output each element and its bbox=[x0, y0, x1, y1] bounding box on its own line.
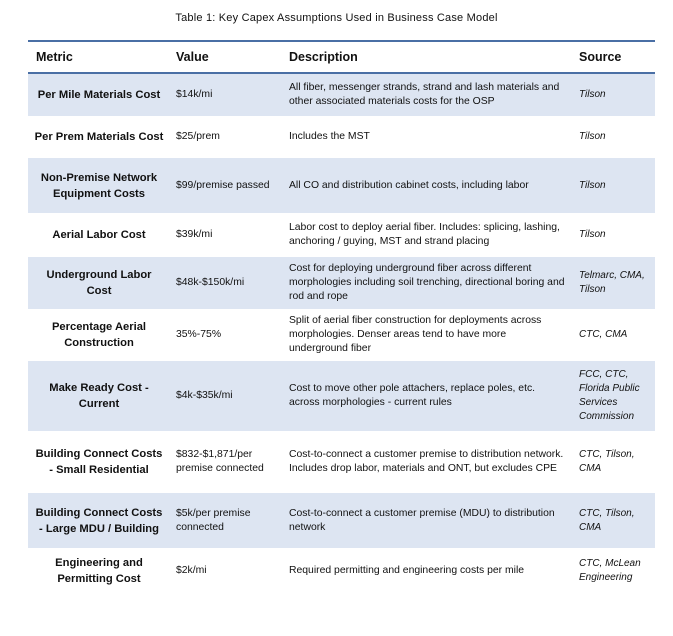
description-cell: All CO and distribution cabinet costs, including labor bbox=[283, 158, 573, 213]
metric-cell: Make Ready Cost - Current bbox=[28, 361, 170, 431]
value-cell: $832-$1,871/per premise connected bbox=[176, 449, 264, 474]
table-caption: Table 1: Key Capex Assumptions Used in Business Case Model bbox=[175, 12, 498, 24]
value-cell: $39k/mi bbox=[176, 229, 213, 240]
source-cell: Tilson bbox=[573, 158, 655, 213]
value-cell: $2k/mi bbox=[176, 565, 207, 576]
description-cell: Includes the MST bbox=[289, 131, 370, 142]
capex-table-container bbox=[28, 40, 655, 594]
value-cell: $48k-$150k/mi bbox=[170, 257, 283, 309]
source-cell: Tilson bbox=[579, 131, 606, 142]
metric-cell: Building Connect Costs - Small Residential bbox=[35, 448, 163, 476]
metric-cell: Percentage Aerial Construction bbox=[51, 321, 147, 349]
table-row bbox=[28, 73, 655, 116]
source-cell: CTC, McLean Engineering bbox=[579, 558, 641, 583]
table-row bbox=[28, 257, 655, 309]
metric-cell: Aerial Labor Cost bbox=[52, 229, 146, 241]
description-cell: Required permitting and engineering costs per mile bbox=[289, 565, 525, 576]
table-row bbox=[28, 548, 655, 594]
source-cell: Tilson bbox=[573, 73, 655, 116]
description-cell: Cost for deploying underground fiber across different morphologies including soil trenching, directional boring and rod and rope bbox=[283, 257, 573, 309]
description-cell: Cost-to-connect a customer premise (MDU) to distribution network bbox=[283, 493, 573, 548]
header-value: Value bbox=[170, 41, 283, 73]
table-row bbox=[28, 116, 655, 158]
capex-assumptions-table bbox=[28, 40, 655, 594]
source-cell: CTC, Tilson, CMA bbox=[579, 449, 635, 474]
source-cell: Telmarc, CMA, Tilson bbox=[573, 257, 655, 309]
metric-cell: Per Prem Materials Cost bbox=[34, 131, 164, 143]
value-cell: $99/premise passed bbox=[170, 158, 283, 213]
header-description: Description bbox=[283, 41, 573, 73]
metric-cell: Underground Labor Cost bbox=[28, 257, 170, 309]
value-cell: $25/prem bbox=[176, 131, 220, 142]
description-cell: Split of aerial fiber construction for deployments across morphologies. Denser areas tend to have more underground fiber bbox=[289, 315, 542, 354]
table-row bbox=[28, 493, 655, 548]
header-metric: Metric bbox=[28, 41, 170, 73]
description-cell: All fiber, messenger strands, strand and lash materials and other associated materials costs for the OSP bbox=[283, 73, 573, 116]
table-header-row bbox=[28, 41, 655, 73]
description-cell: Labor cost to deploy aerial fiber. Includes: splicing, lashing, anchoring / guying, MST and strand placing bbox=[289, 222, 560, 247]
table-row bbox=[28, 158, 655, 213]
metric-cell: Building Connect Costs - Large MDU / Building bbox=[28, 493, 170, 548]
value-cell: $5k/per premise connected bbox=[170, 493, 283, 548]
metric-cell: Engineering and Permitting Cost bbox=[55, 557, 143, 585]
header-source: Source bbox=[573, 41, 655, 73]
table-row bbox=[28, 309, 655, 361]
value-cell: $14k/mi bbox=[170, 73, 283, 116]
metric-cell: Non-Premise Network Equipment Costs bbox=[28, 158, 170, 213]
table-row bbox=[28, 213, 655, 257]
source-cell: CTC, CMA bbox=[579, 329, 628, 340]
value-cell: 35%-75% bbox=[176, 329, 222, 340]
description-cell: Cost to move other pole attachers, replace poles, etc. across morphologies - current rules bbox=[283, 361, 573, 431]
source-cell: FCC, CTC, Florida Public Services Commission bbox=[573, 361, 655, 431]
source-cell: CTC, Tilson, CMA bbox=[573, 493, 655, 548]
metric-cell: Per Mile Materials Cost bbox=[28, 73, 170, 116]
description-cell: Cost-to-connect a customer premise to distribution network. Includes drop labor, materials and ONT, but excludes CPE bbox=[289, 449, 564, 474]
table-row bbox=[28, 361, 655, 431]
value-cell: $4k-$35k/mi bbox=[170, 361, 283, 431]
source-cell: Tilson bbox=[579, 229, 606, 240]
table-row bbox=[28, 431, 655, 493]
